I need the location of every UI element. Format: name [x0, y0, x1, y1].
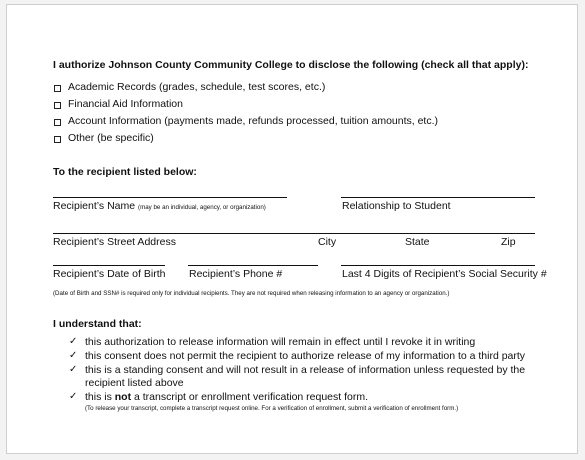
phone-label: Recipient’s Phone #: [189, 268, 283, 280]
academic-records-checkbox[interactable]: [54, 85, 61, 92]
form-page: [6, 4, 578, 454]
other-label: Other (be specific): [68, 132, 154, 144]
understand-heading: I understand that:: [53, 318, 142, 330]
zip-label: Zip: [501, 236, 516, 248]
financial-aid-label: Financial Aid Information: [68, 98, 183, 110]
understand-item-4: this is not a transcript or enrollment verification request form.: [85, 391, 369, 403]
emphasis-not: not: [114, 391, 132, 403]
recipient-name-label: Recipient’s Name (may be an individual, agency, or organization): [53, 200, 266, 212]
street-address-label: Recipient’s Street Address: [53, 236, 176, 248]
ssn-line[interactable]: [341, 265, 535, 266]
authorize-heading: I authorize Johnson County Community College to disclose the following (check all that apply):: [53, 59, 529, 71]
check-mark-icon: ✓: [69, 350, 78, 361]
financial-aid-checkbox[interactable]: [54, 102, 61, 109]
recipient-heading: To the recipient listed below:: [53, 166, 197, 178]
account-info-label: Account Information (payments made, refunds processed, tuition amounts, etc.): [68, 115, 439, 127]
account-info-checkbox[interactable]: [54, 119, 61, 126]
understand-item-3-line-1: this is a standing consent and will not result in a release of information unless requested by the: [85, 364, 526, 376]
understand-item-4-note: (To release your transcript, complete a transcript request online. For a verification of enrollment, submit a verification of enrollment form.): [85, 405, 459, 412]
recipient-name-line[interactable]: [53, 197, 287, 198]
state-label: State: [405, 236, 430, 248]
dob-line[interactable]: [53, 265, 165, 266]
relationship-line[interactable]: [341, 197, 535, 198]
dob-label: Recipient’s Date of Birth: [53, 268, 166, 280]
understand-item-3-line-2: recipient listed above: [85, 377, 184, 389]
other-checkbox[interactable]: [54, 136, 61, 143]
recipient-name-note: (may be an individual, agency, or organization): [138, 204, 266, 211]
check-mark-icon: ✓: [69, 364, 78, 375]
relationship-label: Relationship to Student: [342, 200, 451, 212]
ssn-label: Last 4 Digits of Recipient’s Social Security #: [342, 268, 547, 280]
street-address-line[interactable]: [53, 233, 535, 234]
check-mark-icon: ✓: [69, 336, 78, 347]
city-label: City: [318, 236, 337, 248]
check-mark-icon: ✓: [69, 391, 78, 402]
dob-ssn-note: (Date of Birth and SSN# is required only for individual recipients. They are not required when releasing information to an agency or organization.): [53, 290, 450, 297]
academic-records-label: Academic Records (grades, schedule, test scores, etc.): [68, 81, 326, 93]
understand-item-2: this consent does not permit the recipient to authorize release of my information to a third party: [85, 350, 526, 362]
understand-item-1: this authorization to release information will remain in effect until I revoke it in writing: [85, 336, 476, 348]
phone-line[interactable]: [188, 265, 318, 266]
